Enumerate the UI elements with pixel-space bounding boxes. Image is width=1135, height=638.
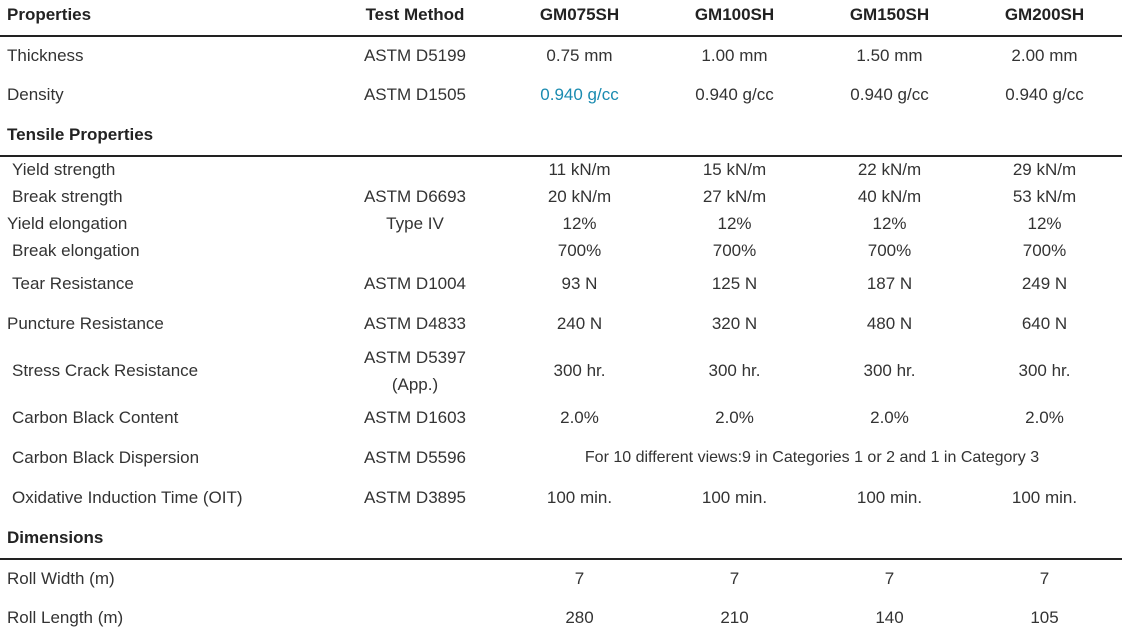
row-value: 1.50 mm: [856, 46, 923, 65]
row-value: 700%: [557, 241, 602, 260]
row-value: 100 min.: [1011, 488, 1078, 507]
row-value: 7: [729, 569, 740, 588]
section-title: Dimensions: [7, 528, 104, 547]
row-method: ASTM D3895: [363, 488, 467, 507]
row-value: 7: [884, 569, 895, 588]
row-value: 300 hr.: [553, 361, 606, 380]
density-link[interactable]: 0.940 g/cc: [540, 85, 619, 104]
table-row: [0, 483, 1135, 513]
table-row: [0, 309, 1135, 339]
header-rule: [0, 35, 1122, 37]
method-line: ASTM D5397: [363, 348, 467, 367]
row-label: Roll Width (m): [7, 569, 115, 588]
table-row: [0, 564, 1135, 594]
row-value: 27 kN/m: [702, 187, 767, 206]
row-method: ASTM D5199: [363, 46, 467, 65]
row-value: 12%: [1027, 214, 1062, 233]
row-label: Density: [7, 85, 64, 104]
table-row: [0, 41, 1135, 71]
row-value: 300 hr.: [863, 361, 916, 380]
row-label: Tear Resistance: [12, 274, 134, 293]
row-value: 2.00 mm: [1011, 46, 1078, 65]
row-label: Carbon Black Content: [12, 408, 179, 427]
header-product: GM200SH: [1004, 5, 1085, 24]
row-label: Stress Crack Resistance: [12, 361, 199, 380]
row-value: 0.940 g/cc: [695, 85, 774, 104]
row-method: ASTM D1505: [363, 85, 467, 104]
header-product: GM100SH: [694, 5, 775, 24]
row-method: ASTM D4833: [363, 314, 467, 333]
row-value: 100 min.: [856, 488, 923, 507]
row-value: 2.0%: [560, 408, 599, 427]
row-value: 125 N: [711, 274, 758, 293]
row-value: 140: [875, 608, 904, 627]
row-label: Carbon Black Dispersion: [12, 448, 200, 467]
row-value: 0.940 g/cc: [850, 85, 929, 104]
table-row: [0, 269, 1135, 299]
row-value: 480 N: [866, 314, 913, 333]
row-value: 240 N: [556, 314, 603, 333]
table-header: [0, 0, 1135, 30]
row-value: 29 kN/m: [1012, 160, 1077, 179]
row-value: 7: [574, 569, 585, 588]
row-value: 1.00 mm: [701, 46, 768, 65]
row-value: 0.940 g/cc: [1005, 85, 1084, 104]
row-value: 700%: [1022, 241, 1067, 260]
row-value: 300 hr.: [708, 361, 761, 380]
table-row: [0, 603, 1135, 633]
row-label: Oxidative Induction Time (OIT): [12, 488, 243, 507]
row-value: 53 kN/m: [1012, 187, 1077, 206]
section-rule: [0, 558, 1122, 560]
table-row: [0, 443, 1135, 473]
row-value: 105: [1030, 608, 1059, 627]
row-method: ASTM D5596: [363, 448, 467, 467]
table-row: [0, 403, 1135, 433]
header-test-method: Test Method: [365, 5, 465, 24]
row-value: 15 kN/m: [702, 160, 767, 179]
section-title: Tensile Properties: [7, 125, 154, 144]
row-value: 2.0%: [870, 408, 909, 427]
row-value: 280: [565, 608, 594, 627]
row-value: 2.0%: [715, 408, 754, 427]
row-value: 2.0%: [1025, 408, 1064, 427]
row-label: Roll Length (m): [7, 608, 124, 627]
table-row: [0, 157, 1135, 183]
row-label: Break strength: [12, 187, 123, 206]
row-value: 700%: [712, 241, 757, 260]
row-method: ASTM D1603: [363, 408, 467, 427]
row-value: 20 kN/m: [547, 187, 612, 206]
row-value: 187 N: [866, 274, 913, 293]
row-value: 7: [1039, 569, 1050, 588]
row-label: Yield strength: [12, 160, 116, 179]
row-value: 700%: [867, 241, 912, 260]
row-method: [330, 343, 500, 399]
row-value: 100 min.: [546, 488, 613, 507]
table-row: [0, 343, 1135, 399]
header-product: GM075SH: [539, 5, 620, 24]
row-value: 12%: [717, 214, 752, 233]
header-product: GM150SH: [849, 5, 930, 24]
row-value: 12%: [562, 214, 597, 233]
row-value: 12%: [872, 214, 907, 233]
row-label: Puncture Resistance: [7, 314, 164, 333]
header-properties: Properties: [7, 5, 92, 24]
row-value: 93 N: [561, 274, 598, 293]
row-value: 249 N: [1021, 274, 1068, 293]
section-dimensions: [0, 523, 1135, 553]
row-label: Thickness: [7, 46, 84, 65]
row-value: 320 N: [711, 314, 758, 333]
row-value: 11 kN/m: [548, 160, 611, 179]
row-method: ASTM D6693: [363, 187, 467, 206]
row-value: 100 min.: [701, 488, 768, 507]
row-label: Yield elongation: [7, 214, 128, 233]
row-value: 640 N: [1021, 314, 1068, 333]
table-row: [0, 184, 1135, 210]
dispersion-value: For 10 different views:9 in Categories 1 or 2 and 1 in Category 3: [584, 449, 1040, 466]
table-row: [0, 238, 1135, 264]
row-label: Break elongation: [12, 241, 140, 260]
row-method: ASTM D1004: [363, 274, 467, 293]
section-tensile: [0, 120, 1135, 150]
row-value: 300 hr.: [1018, 361, 1071, 380]
row-value: 22 kN/m: [857, 160, 922, 179]
row-value: 210: [720, 608, 749, 627]
table-row: [0, 80, 1135, 110]
method-line: (App.): [391, 375, 439, 394]
row-method: Type IV: [386, 214, 444, 233]
table-row: [0, 211, 1135, 237]
row-value: 0.75 mm: [546, 46, 613, 65]
row-value: 40 kN/m: [857, 187, 922, 206]
